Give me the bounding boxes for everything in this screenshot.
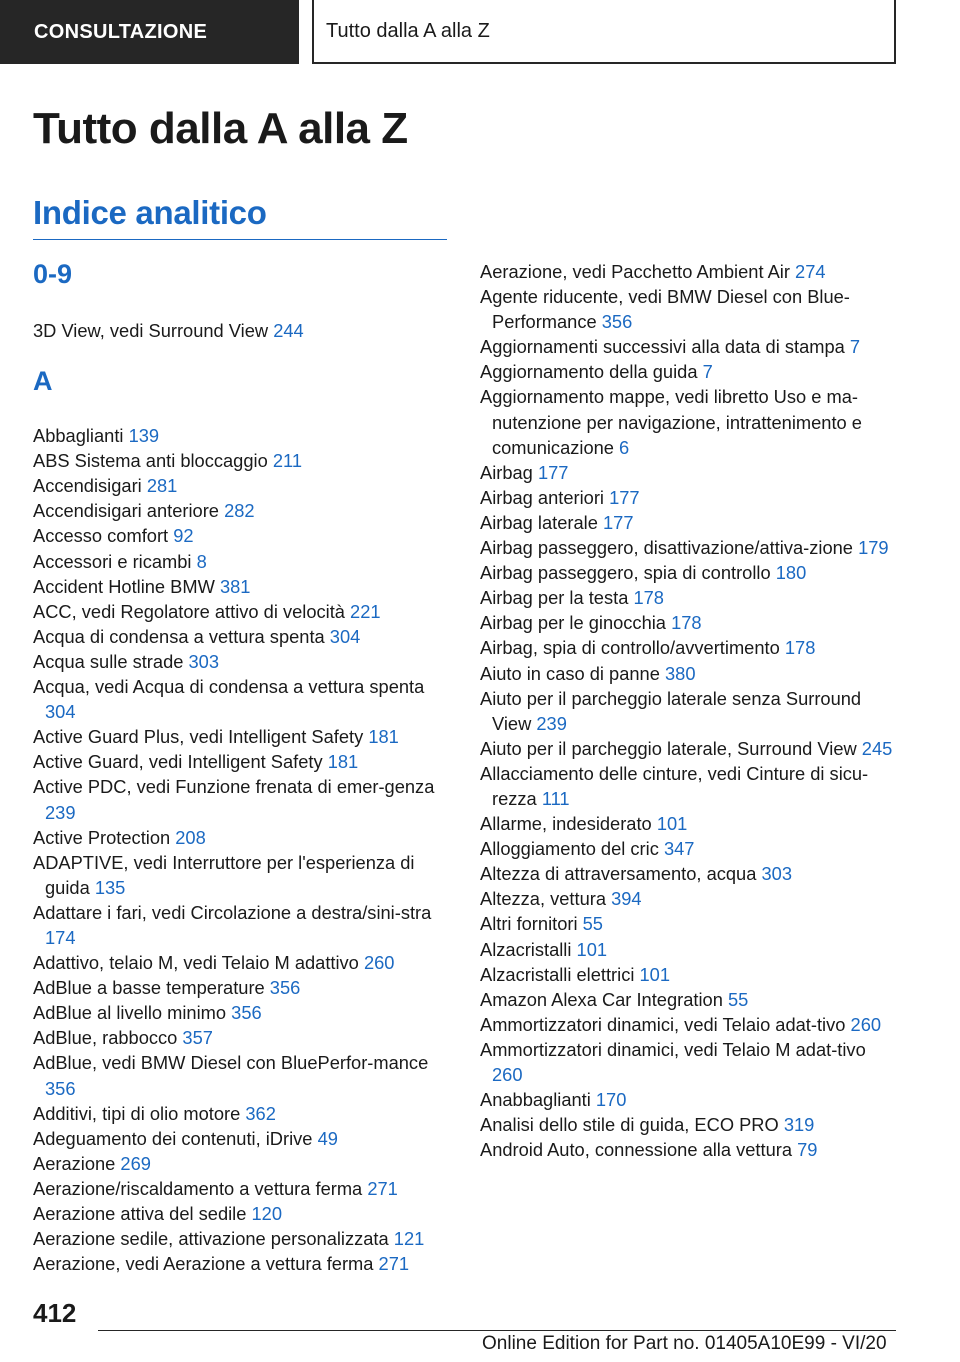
index-entry (480, 259, 900, 284)
index-entry (33, 850, 453, 900)
index-entry-text: Accendisigari (33, 475, 142, 497)
index-entry-text: Adattivo, telaio M, vedi Telaio M adattivo (33, 952, 359, 974)
page-link[interactable]: 282 (224, 500, 255, 522)
page-link[interactable]: 303 (188, 650, 220, 672)
index-entry-text: Airbag (480, 461, 533, 483)
index-entry (33, 318, 453, 343)
page-link[interactable]: 260 (492, 1064, 523, 1085)
index-entry-text: Airbag passeggero, disattivazione/attiva-zione (480, 537, 853, 559)
footer-divider (98, 1330, 896, 1331)
page-link[interactable]: 121 (393, 1228, 425, 1250)
index-entry (33, 498, 453, 523)
index-entry (480, 987, 900, 1012)
index-entry-text: Acqua, vedi Acqua di condensa a vettura spenta (33, 676, 425, 698)
index-entry-text: Abbaglianti (33, 425, 124, 447)
page-link[interactable]: 347 (663, 838, 695, 860)
group-heading-digits: 0-9 (33, 259, 73, 289)
index-entry (33, 774, 453, 824)
index-entry-text: Altezza di attraversamento, acqua (480, 863, 757, 885)
page-link[interactable]: 244 (273, 320, 304, 341)
page-link[interactable]: 221 (350, 600, 381, 622)
index-entry-text: ACC, vedi Regolatore attivo di velocità (33, 600, 345, 622)
page-link[interactable]: 281 (146, 475, 178, 497)
page-title: Tutto dalla A alla Z (33, 104, 408, 153)
page-link[interactable]: 356 (601, 311, 633, 333)
index-entry (33, 724, 453, 749)
page-link[interactable]: 6 (619, 436, 630, 458)
index-entry-text: Additivi, tipi di olio motore (33, 1102, 241, 1124)
index-entry (33, 473, 453, 498)
index-entry-text: AdBlue al livello minimo (33, 1002, 227, 1024)
index-entry-text: Accendisigari anteriore (33, 500, 219, 522)
subtitle-divider (33, 239, 447, 240)
index-entry (480, 886, 900, 911)
page-link[interactable]: 356 (269, 977, 301, 999)
index-entry (33, 1201, 453, 1226)
page-link[interactable]: 120 (251, 1203, 283, 1224)
index-entry-text: Alzacristalli (480, 938, 572, 960)
index-entry-text: Acqua di condensa a vettura spenta (33, 625, 325, 647)
page-link[interactable]: 274 (795, 261, 826, 282)
index-entry (33, 599, 453, 624)
index-entry-text: Altri fornitori (480, 913, 578, 935)
index-entry (480, 334, 900, 359)
page-link[interactable]: 179 (858, 537, 889, 559)
heading-spacer (33, 343, 453, 423)
page-link[interactable]: 177 (537, 461, 569, 483)
page-link[interactable]: 260 (850, 1013, 882, 1035)
index-entry-text: Aerazione sedile, attivazione personalizzata (33, 1228, 389, 1250)
index-entry (33, 749, 453, 774)
index-entry (480, 736, 900, 761)
page-link[interactable]: 239 (536, 712, 567, 734)
page-link[interactable]: 177 (602, 511, 634, 533)
index-entry (480, 937, 900, 962)
index-entry (480, 359, 900, 384)
page-link[interactable]: 180 (775, 562, 807, 584)
index-entry (33, 574, 453, 599)
index-entry (480, 610, 900, 635)
index-entry-text: 3D View, vedi Surround View (33, 320, 269, 341)
index-entry-text: Amazon Alexa Car Integration (480, 988, 723, 1010)
edition-footer: Online Edition for Part no. 01405A10E99 - VI/20 (482, 1333, 887, 1354)
index-entry (33, 423, 453, 448)
index-entry (480, 1012, 900, 1037)
page-link[interactable]: 269 (120, 1152, 151, 1174)
index-entry (480, 560, 900, 585)
index-entry-text: Alloggiamento del cric (480, 838, 659, 860)
index-entry (33, 1126, 453, 1151)
index-entry (33, 448, 453, 473)
index-entry (480, 911, 900, 936)
page-link[interactable]: 178 (671, 612, 702, 634)
index-entry-text: Ammortizzatori dinamici, vedi Telaio M adat-tivo (480, 1038, 866, 1060)
index-entry-text: Android Auto, connessione alla vettura (480, 1139, 793, 1161)
page-link[interactable]: 239 (45, 801, 76, 823)
index-entry-text: Acqua sulle strade (33, 650, 184, 672)
index-entry-text: Aiuto in caso di panne (480, 662, 660, 684)
index-entry (480, 962, 900, 987)
index-entry-text: Allacciamento delle cinture, vedi Cinture di sicu-rezza (480, 762, 869, 809)
index-entry-text: Aiuto per il parcheggio laterale, Surround View (480, 737, 857, 759)
page-link[interactable]: 174 (45, 926, 76, 948)
index-entry (33, 549, 453, 574)
index-entry (33, 1251, 453, 1276)
page-link[interactable]: 260 (363, 952, 395, 974)
index-entry (480, 861, 900, 886)
index-entry-text: Airbag, spia di controllo/avvertimento (480, 637, 780, 659)
index-entry (33, 1176, 453, 1201)
page-link[interactable]: 101 (576, 938, 608, 960)
index-entry-text: Airbag passeggero, spia di controllo (480, 562, 771, 584)
index-entry (480, 811, 900, 836)
index-entry-text: Alzacristalli elettrici (480, 963, 635, 985)
index-entry-text: Accesso comfort (33, 525, 169, 547)
index-entry-text: Airbag per la testa (480, 587, 629, 609)
index-entry (33, 1226, 453, 1251)
page-link[interactable]: 111 (541, 787, 570, 809)
index-entry-text: Active PDC, vedi Funzione frenata di emer-genza (33, 776, 435, 798)
index-entry-text: ABS Sistema anti bloccaggio (33, 450, 268, 472)
page-link[interactable]: 181 (327, 751, 359, 773)
page-link[interactable]: 178 (633, 587, 664, 609)
section-subtitle: Indice analitico (33, 194, 267, 231)
index-entry-text: Adeguamento dei contenuti, iDrive (33, 1127, 313, 1149)
page-link[interactable]: 101 (656, 813, 688, 835)
index-entry (33, 1000, 453, 1025)
index-entry-text: Airbag laterale (480, 511, 598, 533)
index-entry (480, 1037, 900, 1087)
index-entry-text: Aerazione/riscaldamento a vettura ferma (33, 1177, 363, 1199)
index-entry-text: Aerazione, vedi Aerazione a vettura ferma (33, 1253, 374, 1275)
index-entry (33, 950, 453, 975)
index-entry (480, 284, 900, 334)
index-entry-text: Aiuto per il parcheggio laterale senza Surround View (480, 687, 862, 734)
page-link[interactable]: 356 (45, 1077, 76, 1099)
top-bar (0, 0, 960, 66)
section-tab[interactable]: CONSULTAZIONE (0, 0, 299, 64)
index-entry-text: Airbag per le ginocchia (480, 612, 666, 634)
index-entry (33, 1025, 453, 1050)
index-entry-text: AdBlue, vedi BMW Diesel con BluePerfor-mance (33, 1052, 429, 1074)
page-link[interactable]: 177 (609, 486, 640, 508)
index-entry (480, 836, 900, 861)
page-link[interactable]: 303 (761, 863, 793, 885)
page-link[interactable]: 357 (182, 1027, 213, 1049)
page-link[interactable]: 319 (783, 1114, 815, 1136)
page-link[interactable]: 7 (849, 336, 861, 358)
index-entry (480, 686, 900, 736)
page-link[interactable]: 7 (702, 361, 713, 383)
index-entry-text: AdBlue, rabbocco (33, 1027, 178, 1049)
index-entry (33, 975, 453, 1000)
page-link[interactable]: 356 (231, 1002, 262, 1024)
index-entry (33, 624, 453, 649)
page-link[interactable]: 55 (727, 988, 749, 1010)
page-link[interactable]: 178 (784, 637, 816, 659)
index-entry-text: Airbag anteriori (480, 486, 604, 508)
index-entry-text: Allarme, indesiderato (480, 813, 652, 835)
index-entry-text: Accessori e ricambi (33, 550, 192, 572)
index-entry (480, 384, 900, 459)
index-entry-text: Active Guard, vedi Intelligent Safety (33, 751, 323, 773)
index-entry (33, 1050, 453, 1100)
index-entry-text: AdBlue a basse temperature (33, 977, 265, 999)
page-link[interactable]: 92 (173, 525, 194, 547)
index-entry-text: Active Protection (33, 826, 171, 848)
page-link[interactable]: 271 (367, 1177, 398, 1199)
page-link[interactable]: 381 (219, 575, 251, 597)
index-entry (33, 523, 453, 548)
breadcrumb[interactable]: Tutto dalla A alla Z (312, 0, 896, 64)
index-entry (480, 635, 900, 660)
index-entry-text: Active Guard Plus, vedi Intelligent Safety (33, 726, 364, 748)
index-entry (33, 674, 453, 724)
page-link[interactable]: 101 (639, 963, 671, 985)
page-link[interactable]: 135 (94, 876, 126, 898)
index-entry-text: ADAPTIVE, vedi Interruttore per l'esperienza di guida (33, 851, 415, 898)
index-entry-text: Aggiornamento della guida (480, 361, 698, 383)
index-entry (480, 485, 900, 510)
index-entry (480, 1112, 900, 1137)
index-entry (480, 661, 900, 686)
index-entry-text: Aerazione (33, 1152, 116, 1174)
index-entry-text: Anabbaglianti (480, 1089, 591, 1111)
page-link[interactable]: 304 (329, 625, 361, 647)
page-link[interactable]: 394 (611, 888, 642, 910)
group-heading-a: A (33, 366, 53, 396)
index-entry (480, 761, 900, 811)
index-entry (480, 585, 900, 610)
index-entry-text: Ammortizzatori dinamici, vedi Telaio adat-tivo (480, 1013, 846, 1035)
page-link[interactable]: 181 (368, 726, 399, 748)
index-entry-text: Aerazione, vedi Pacchetto Ambient Air (480, 261, 790, 282)
index-entry-text: Accident Hotline BMW (33, 575, 215, 597)
index-entry-text: Analisi dello stile di guida, ECO PRO (480, 1114, 779, 1136)
page-link[interactable]: 49 (317, 1127, 338, 1149)
page-link[interactable]: 211 (272, 450, 302, 472)
index-entry (33, 825, 453, 850)
index-entry-text: Agente riducente, vedi BMW Diesel con Blue-Performance (480, 286, 850, 333)
index-entry (480, 1137, 900, 1162)
index-entry-text: Altezza, vettura (480, 888, 606, 910)
index-entry (33, 1151, 453, 1176)
page-link[interactable]: 79 (797, 1139, 818, 1161)
page-link[interactable]: 208 (175, 826, 206, 848)
index-entry (33, 900, 453, 950)
index-entry-text: Aggiornamenti successivi alla data di stampa (480, 336, 845, 358)
index-entry-text: Aerazione attiva del sedile (33, 1203, 247, 1224)
page-link[interactable]: 170 (595, 1089, 627, 1111)
index-entry-text: Aggiornamento mappe, vedi libretto Uso e ma-nutenzione per navigazione, intrattenimento e comunicazione (480, 386, 862, 458)
page-link[interactable]: 55 (582, 913, 603, 935)
index-column-right (480, 259, 900, 1162)
page-link[interactable]: 8 (196, 550, 207, 572)
page-link[interactable]: 245 (861, 737, 893, 759)
page-number: 412 (33, 1298, 77, 1328)
index-entry-text: Adattare i fari, vedi Circolazione a destra/sini-stra (33, 901, 432, 923)
index-column-left (33, 318, 453, 1276)
page-link[interactable]: 380 (665, 662, 696, 684)
page-link[interactable]: 304 (45, 701, 76, 723)
index-entry (33, 649, 453, 674)
index-entry (480, 535, 900, 560)
page-link[interactable]: 139 (128, 425, 160, 447)
index-entry (480, 460, 900, 485)
page-link[interactable]: 362 (245, 1102, 276, 1124)
index-entry (480, 1087, 900, 1112)
page-link[interactable]: 271 (378, 1253, 410, 1275)
index-entry (33, 1101, 453, 1126)
index-entry (480, 510, 900, 535)
